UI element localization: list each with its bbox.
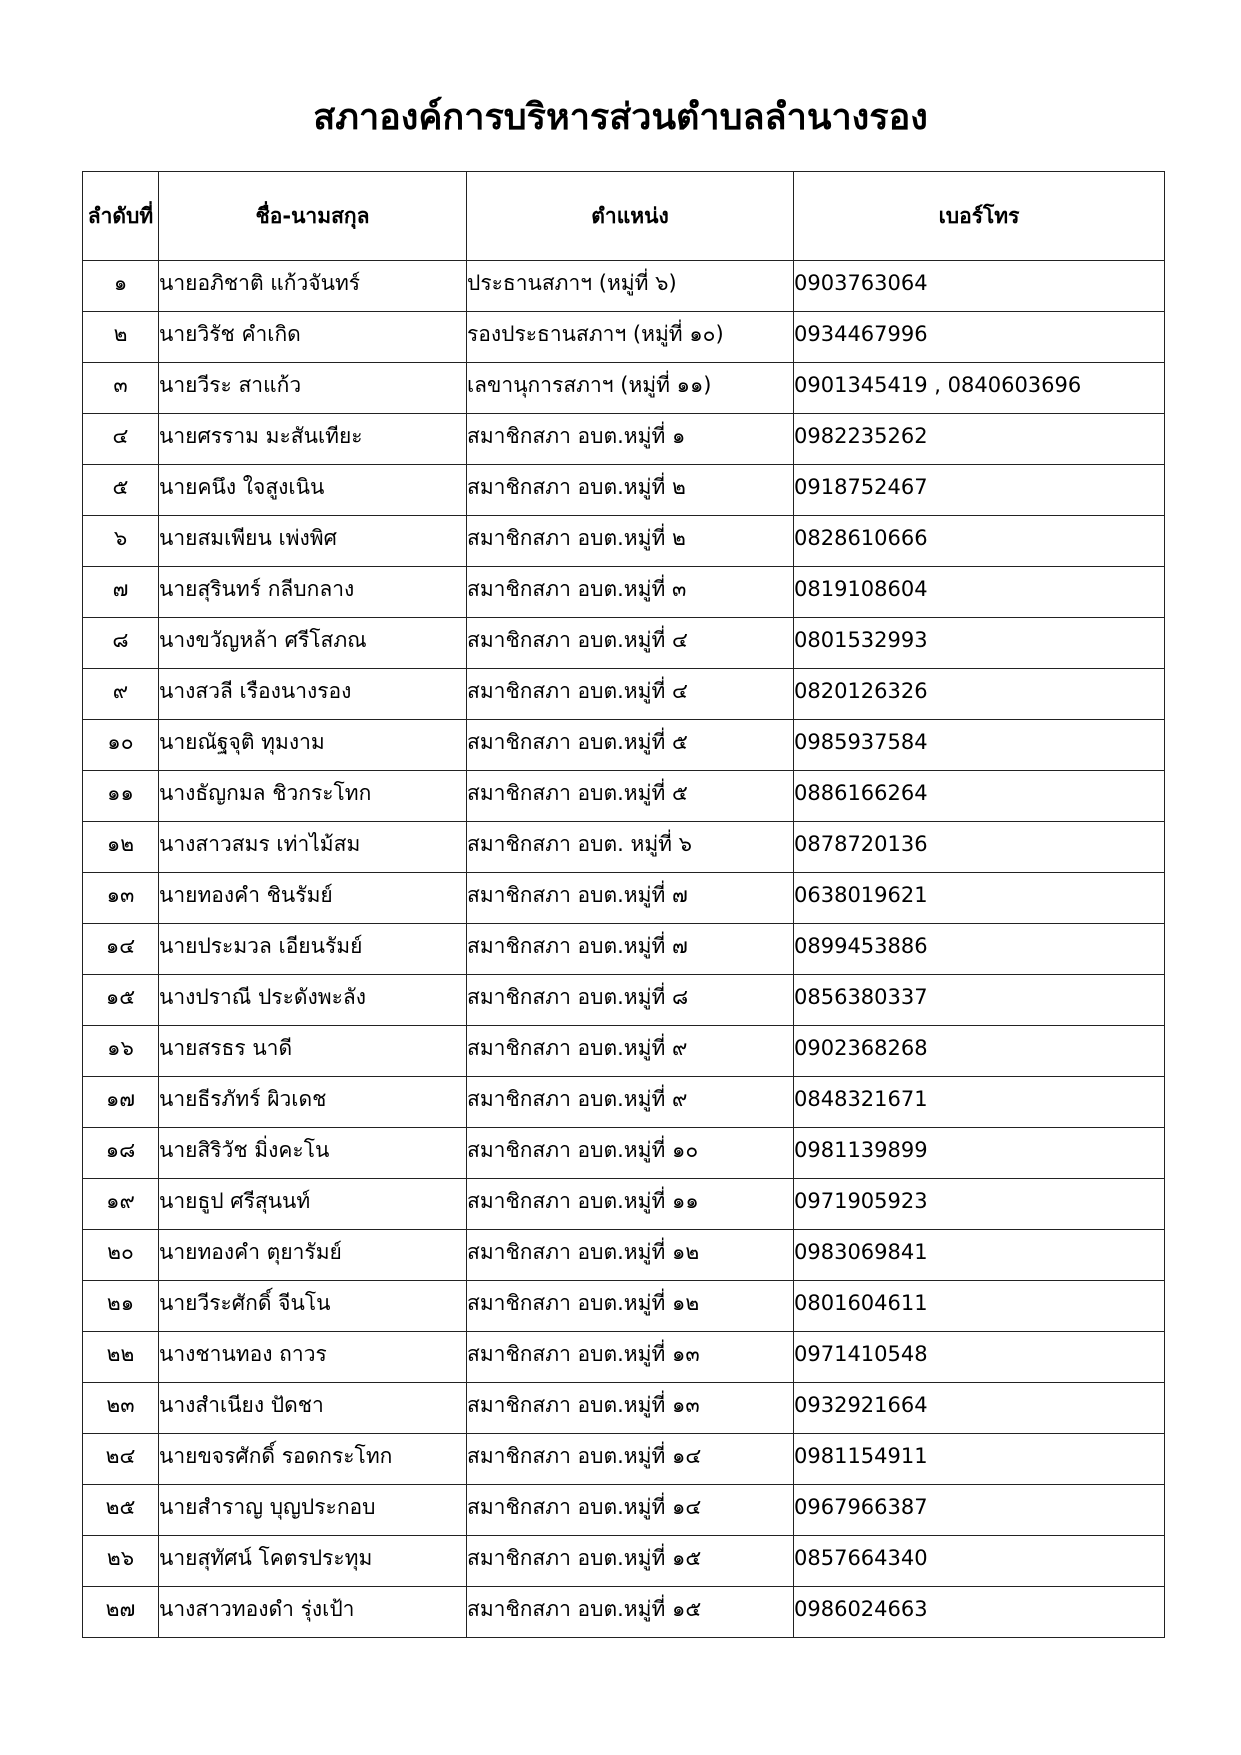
member-name: นายวีระศักดิ์ จีนโน: [159, 1281, 467, 1332]
table-row: [83, 1434, 1165, 1485]
row-number: ๑๘: [83, 1128, 159, 1179]
member-name: นางสวลี เรืองนางรอง: [159, 669, 467, 720]
member-position: สมาชิกสภา อบต.หมู่ที่ ๑๒: [467, 1281, 794, 1332]
table-row: [83, 924, 1165, 975]
member-phone: 0971410548: [794, 1332, 1165, 1383]
member-name: นางธัญกมล ชิวกระโทก: [159, 771, 467, 822]
member-name: นายอภิชาติ แก้วจันทร์: [159, 261, 467, 312]
member-position: สมาชิกสภา อบต.หมู่ที่ ๓: [467, 567, 794, 618]
member-position: สมาชิกสภา อบต.หมู่ที่ ๙: [467, 1026, 794, 1077]
member-name: นายทองคำ ชินรัมย์: [159, 873, 467, 924]
header-name: ชื่อ-นามสกุล: [159, 172, 467, 261]
member-phone: 0971905923: [794, 1179, 1165, 1230]
member-phone: 0856380337: [794, 975, 1165, 1026]
table-row: [83, 363, 1165, 414]
member-position: สมาชิกสภา อบต.หมู่ที่ ๕: [467, 720, 794, 771]
member-name: นางสาวทองดำ รุ่งเป้า: [159, 1587, 467, 1638]
member-name: นายณัฐจุติ ทุมงาม: [159, 720, 467, 771]
member-phone: 0985937584: [794, 720, 1165, 771]
table-row: [83, 1281, 1165, 1332]
table-body: [83, 261, 1165, 1638]
member-name: นายประมวล เอียนรัมย์: [159, 924, 467, 975]
members-table: [82, 171, 1165, 1638]
table-row: [83, 1332, 1165, 1383]
member-name: นายสมเพียน เพ่งพิศ: [159, 516, 467, 567]
row-number: ๑๓: [83, 873, 159, 924]
table-row: [83, 618, 1165, 669]
header-phone: เบอร์โทร: [794, 172, 1165, 261]
member-phone: 0886166264: [794, 771, 1165, 822]
member-position: สมาชิกสภา อบต.หมู่ที่ ๑: [467, 414, 794, 465]
table-row: [83, 1077, 1165, 1128]
member-phone: 0848321671: [794, 1077, 1165, 1128]
member-position: สมาชิกสภา อบต.หมู่ที่ ๙: [467, 1077, 794, 1128]
table-row: [83, 1128, 1165, 1179]
member-phone: 0899453886: [794, 924, 1165, 975]
table-row: [83, 312, 1165, 363]
table-row: [83, 873, 1165, 924]
member-position: สมาชิกสภา อบต.หมู่ที่ ๑๓: [467, 1332, 794, 1383]
member-phone: 0934467996: [794, 312, 1165, 363]
member-phone: 0857664340: [794, 1536, 1165, 1587]
table-row: [83, 1485, 1165, 1536]
row-number: ๓: [83, 363, 159, 414]
member-name: นายวิรัช คำเกิด: [159, 312, 467, 363]
member-position: สมาชิกสภา อบต.หมู่ที่ ๗: [467, 873, 794, 924]
table-row: [83, 1026, 1165, 1077]
member-name: นางสำเนียง ปัดชา: [159, 1383, 467, 1434]
member-phone: 0967966387: [794, 1485, 1165, 1536]
member-position: สมาชิกสภา อบต.หมู่ที่ ๑๔: [467, 1434, 794, 1485]
member-position: สมาชิกสภา อบต.หมู่ที่ ๑๒: [467, 1230, 794, 1281]
member-position: สมาชิกสภา อบต.หมู่ที่ ๑๐: [467, 1128, 794, 1179]
member-phone: 0801604611: [794, 1281, 1165, 1332]
row-number: ๒๒: [83, 1332, 159, 1383]
row-number: ๘: [83, 618, 159, 669]
member-phone: 0820126326: [794, 669, 1165, 720]
row-number: ๑: [83, 261, 159, 312]
table-row: [83, 567, 1165, 618]
row-number: ๒๖: [83, 1536, 159, 1587]
member-phone: 0801532993: [794, 618, 1165, 669]
row-number: ๙: [83, 669, 159, 720]
member-position: สมาชิกสภา อบต.หมู่ที่ ๑๕: [467, 1536, 794, 1587]
row-number: ๒: [83, 312, 159, 363]
member-name: นางชานทอง ถาวร: [159, 1332, 467, 1383]
member-position: สมาชิกสภา อบต.หมู่ที่ ๗: [467, 924, 794, 975]
member-name: นายสุรินทร์ กลีบกลาง: [159, 567, 467, 618]
table-row: [83, 1536, 1165, 1587]
table-header-row: [83, 172, 1165, 261]
row-number: ๑๔: [83, 924, 159, 975]
table-row: [83, 822, 1165, 873]
member-name: นายสำราญ บุญประกอบ: [159, 1485, 467, 1536]
page-title: สภาองค์การบริหารส่วนตำบลลำนางรอง: [313, 97, 928, 138]
row-number: ๒๕: [83, 1485, 159, 1536]
member-name: นายธีรภัทร์ ผิวเดช: [159, 1077, 467, 1128]
member-phone: 0878720136: [794, 822, 1165, 873]
row-number: ๒๑: [83, 1281, 159, 1332]
row-number: ๑๙: [83, 1179, 159, 1230]
member-position: สมาชิกสภา อบต.หมู่ที่ ๑๔: [467, 1485, 794, 1536]
member-phone: 0983069841: [794, 1230, 1165, 1281]
member-position: สมาชิกสภา อบต.หมู่ที่ ๑๕: [467, 1587, 794, 1638]
member-phone: 0932921664: [794, 1383, 1165, 1434]
header-no: ลำดับที่: [83, 172, 159, 261]
header-position: ตำแหน่ง: [467, 172, 794, 261]
member-position: ประธานสภาฯ (หมู่ที่ ๖): [467, 261, 794, 312]
member-position: สมาชิกสภา อบต.หมู่ที่ ๑๑: [467, 1179, 794, 1230]
row-number: ๑๕: [83, 975, 159, 1026]
row-number: ๑๗: [83, 1077, 159, 1128]
member-position: เลขานุการสภาฯ (หมู่ที่ ๑๑): [467, 363, 794, 414]
row-number: ๔: [83, 414, 159, 465]
row-number: ๕: [83, 465, 159, 516]
row-number: ๒๗: [83, 1587, 159, 1638]
row-number: ๑๐: [83, 720, 159, 771]
member-name: นายธูป ศรีสุนนท์: [159, 1179, 467, 1230]
member-position: สมาชิกสภา อบต.หมู่ที่ ๕: [467, 771, 794, 822]
member-name: นางปราณี ประดังพะลัง: [159, 975, 467, 1026]
member-position: สมาชิกสภา อบต.หมู่ที่ ๘: [467, 975, 794, 1026]
member-phone: 0902368268: [794, 1026, 1165, 1077]
row-number: ๒๔: [83, 1434, 159, 1485]
member-position: สมาชิกสภา อบต.หมู่ที่ ๑๓: [467, 1383, 794, 1434]
table-row: [83, 1179, 1165, 1230]
member-position: สมาชิกสภา อบต.หมู่ที่ ๒: [467, 516, 794, 567]
table-row: [83, 975, 1165, 1026]
member-phone: 0901345419 , 0840603696: [794, 363, 1165, 414]
table-row: [83, 669, 1165, 720]
member-name: นายวีระ สาแก้ว: [159, 363, 467, 414]
member-position: สมาชิกสภา อบต.หมู่ที่ ๒: [467, 465, 794, 516]
row-number: ๑๖: [83, 1026, 159, 1077]
member-phone: 0981154911: [794, 1434, 1165, 1485]
table-row: [83, 771, 1165, 822]
member-name: นางสาวสมร เท่าไม้สม: [159, 822, 467, 873]
member-position: สมาชิกสภา อบต.หมู่ที่ ๔: [467, 618, 794, 669]
member-phone: 0982235262: [794, 414, 1165, 465]
table-row: [83, 1230, 1165, 1281]
member-name: นายขจรศักดิ์ รอดกระโทก: [159, 1434, 467, 1485]
row-number: ๗: [83, 567, 159, 618]
row-number: ๑๒: [83, 822, 159, 873]
member-phone: 0638019621: [794, 873, 1165, 924]
member-position: สมาชิกสภา อบต.หมู่ที่ ๔: [467, 669, 794, 720]
table-row: [83, 516, 1165, 567]
member-name: นายคนึง ใจสูงเนิน: [159, 465, 467, 516]
member-name: นายสุทัศน์ โคตรประทุม: [159, 1536, 467, 1587]
row-number: ๖: [83, 516, 159, 567]
table-row: [83, 1383, 1165, 1434]
member-name: นางขวัญหล้า ศรีโสภณ: [159, 618, 467, 669]
row-number: ๒๓: [83, 1383, 159, 1434]
table-row: [83, 414, 1165, 465]
member-phone: 0819108604: [794, 567, 1165, 618]
member-name: นายสิริวัช มิ่งคะโน: [159, 1128, 467, 1179]
member-position: รองประธานสภาฯ (หมู่ที่ ๑๐): [467, 312, 794, 363]
table-row: [83, 720, 1165, 771]
member-phone: 0828610666: [794, 516, 1165, 567]
member-name: นายสรธร นาดี: [159, 1026, 467, 1077]
member-phone: 0981139899: [794, 1128, 1165, 1179]
table-row: [83, 465, 1165, 516]
table-row: [83, 261, 1165, 312]
member-phone: 0903763064: [794, 261, 1165, 312]
member-name: นายศรราม มะสันเทียะ: [159, 414, 467, 465]
member-position: สมาชิกสภา อบต. หมู่ที่ ๖: [467, 822, 794, 873]
row-number: ๒๐: [83, 1230, 159, 1281]
row-number: ๑๑: [83, 771, 159, 822]
member-phone: 0986024663: [794, 1587, 1165, 1638]
member-name: นายทองคำ ตุยารัมย์: [159, 1230, 467, 1281]
table-row: [83, 1587, 1165, 1638]
member-phone: 0918752467: [794, 465, 1165, 516]
